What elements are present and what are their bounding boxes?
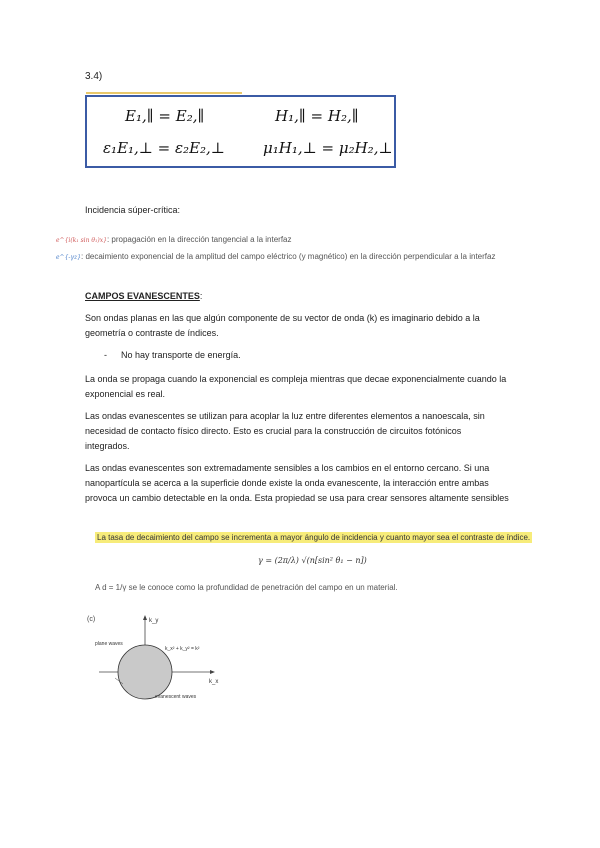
supercritical-label: Incidencia súper-crítica: xyxy=(85,205,181,215)
paragraph-4: Las ondas evanescentes son extremadamente sensibles a los cambios en el entorno cercano. Si una nanopartícula se acerca a la superficie donde existe la onda evanescente, la interacción entre ambas provoca un cambio detectable en la onda. Esta propiedad se usa para crear sensores altamente sensibles xyxy=(85,463,509,503)
equation-h-parallel: H₁,∥ = H₂,∥ xyxy=(275,107,359,125)
k-circle xyxy=(118,645,172,699)
paragraph-3: Las ondas evanescentes se utilizan para acoplar la luz entre diferentes elementos a nanoescala, sin necesidad de contacto físico directo. Esto es crucial para la construcción de circuitos fotónicos integrados. xyxy=(85,411,485,451)
decay-formula: e^{-γz} xyxy=(56,254,81,261)
propagation-line xyxy=(56,235,292,244)
propagation-text: : propagación en la dirección tangencial a la interfaz xyxy=(106,235,292,244)
propagation-formula: e^{i(k₁ sin θ₁)x} xyxy=(56,237,107,244)
paragraph-1: Son ondas planas en las que algún componente de su vector de onda (k) es imaginario debido a la geometría o contraste de índices. xyxy=(85,313,480,338)
bullet-dash: - xyxy=(104,350,107,360)
evanescent-waves-label: evanescent waves xyxy=(155,694,197,700)
decay-rate-note xyxy=(95,533,532,542)
section-number: 3.4) xyxy=(85,71,103,82)
plane-waves-label: plane waves xyxy=(95,641,123,647)
ky-label: k_y xyxy=(149,618,159,624)
kx-label: k_x xyxy=(209,679,219,685)
highlighted-text: La tasa de decaimiento del campo se incrementa a mayor ángulo de incidencia y cuanto mayor sea el contraste de índice. xyxy=(97,533,531,542)
k-space-diagram xyxy=(85,612,225,702)
equation-e-parallel: E₁,∥ = E₂,∥ xyxy=(125,107,205,125)
boundary-conditions-box xyxy=(85,95,396,168)
equation-underline-decoration xyxy=(86,92,242,94)
decay-line xyxy=(56,252,495,261)
decay-text: : decaimiento exponencial de la amplitud del campo eléctrico (y magnético) en la dirección perpendicular a la interfaz xyxy=(81,252,496,261)
heading-colon: : xyxy=(199,291,203,301)
gamma-formula: γ = (2π/λ) √(n[sin² θ₁ − n]) xyxy=(258,556,367,565)
heading-text: CAMPOS EVANESCENTES xyxy=(85,291,200,301)
section-heading xyxy=(85,289,202,304)
diagram-label-c: (c) xyxy=(87,616,96,623)
bullet-text: No hay transporte de energía. xyxy=(121,350,241,360)
equation-e-perpendicular: ε₁E₁,⊥ = ε₂E₂,⊥ xyxy=(103,139,225,157)
paragraph-2: La onda se propaga cuando la exponencial es compleja mientras que decae exponencialmente cuando la exponencial es real. xyxy=(85,374,507,399)
penetration-depth-text: A d = 1/γ se le conoce como la profundidad de penetración del campo en un material. xyxy=(95,583,398,592)
circle-equation-label: k_x² + k_y² = k² xyxy=(165,646,200,652)
equation-h-perpendicular: μ₁H₁,⊥ = μ₂H₂,⊥ xyxy=(263,139,393,157)
ky-arrow xyxy=(143,615,147,620)
kx-arrow xyxy=(210,670,215,674)
